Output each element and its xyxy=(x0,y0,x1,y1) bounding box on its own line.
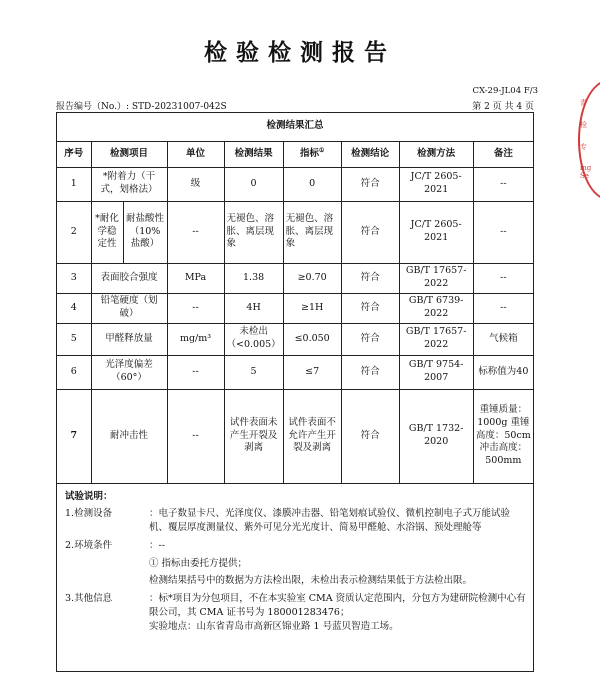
table-row xyxy=(57,201,533,263)
table-row xyxy=(57,167,533,201)
header-index-mark: ① xyxy=(318,147,325,155)
cell-seq: 5 xyxy=(57,323,91,355)
note-spacer xyxy=(65,557,149,571)
note-limit-text: 检测结果括号中的数据为方法检出限，未检出表示检测结果低于方法检出限。 xyxy=(149,575,473,587)
cell-unit: -- xyxy=(167,201,224,263)
table-row xyxy=(57,263,533,293)
note-index-text: ① 指标由委托方提供； xyxy=(149,557,248,569)
cell-method: JC/T 2605-2021 xyxy=(399,201,473,263)
cell-seq: 7 xyxy=(57,389,91,483)
note-other-body xyxy=(149,592,527,633)
cell-seq: 1 xyxy=(57,167,91,201)
cell-index: ≥1H xyxy=(283,293,341,323)
seal-text-3: 专 xyxy=(580,143,587,151)
header-method: 检测方法 xyxy=(399,141,473,167)
note-other-text-2: 实验地点：山东省青岛市高新区锦业路 1 号蓝贝智造工场。 xyxy=(149,620,399,632)
note-other-label: 3.其他信息 xyxy=(65,593,113,605)
cell-conclusion: 符合 xyxy=(341,201,399,263)
cell-unit: -- xyxy=(167,355,224,389)
cell-remark: -- xyxy=(473,201,533,263)
cell-item: 甲醛释放量 xyxy=(91,323,167,355)
note-environment-text: ：-- xyxy=(149,539,165,551)
cell-remark: 标称值为40 xyxy=(473,355,533,389)
cell-result: 试件表面未产生开裂及剥离 xyxy=(224,389,283,483)
cell-item: *附着力（干式，划格法） xyxy=(91,167,167,201)
header-unit: 单位 xyxy=(167,141,224,167)
cell-item-sub: 耐盐酸性（10%盐酸） xyxy=(123,201,167,263)
notes-heading: 试验说明： xyxy=(65,490,113,502)
cell-remark: 重锤质量：1000g 重锤高度：50cm 冲击高度：500mm xyxy=(473,389,533,483)
cell-index: ≥0.70 xyxy=(283,263,341,293)
note-environment xyxy=(65,539,527,553)
cell-method: GB/T 9754-2007 xyxy=(399,355,473,389)
cell-method: GB/T 17657-2022 xyxy=(399,263,473,293)
note-equipment-label: 1.检测设备 xyxy=(65,508,113,520)
cell-result: 0 xyxy=(224,167,283,201)
header-result: 检测结果 xyxy=(224,141,283,167)
cell-method: JC/T 2605-2021 xyxy=(399,167,473,201)
cell-item: 铅笔硬度（划破） xyxy=(91,293,167,323)
header-conclusion: 检测结论 xyxy=(341,141,399,167)
cell-result: 1.38 xyxy=(224,263,283,293)
cell-conclusion: 符合 xyxy=(341,293,399,323)
note-index-row xyxy=(65,557,527,571)
cell-remark: -- xyxy=(473,293,533,323)
cell-remark: -- xyxy=(473,167,533,201)
cell-result: 未检出（<0.005） xyxy=(224,323,283,355)
cell-method: GB/T 1732-2020 xyxy=(399,389,473,483)
cell-remark: 气候箱 xyxy=(473,323,533,355)
results-table xyxy=(57,113,533,484)
table-row xyxy=(57,323,533,355)
cell-conclusion: 符合 xyxy=(341,323,399,355)
seal-text-2: 检 xyxy=(580,121,587,129)
header-seq: 序号 xyxy=(57,141,91,167)
cell-seq: 2 xyxy=(57,201,91,263)
cell-seq: 3 xyxy=(57,263,91,293)
cell-conclusion: 符合 xyxy=(341,389,399,483)
header-index-label: 指标 xyxy=(299,148,319,160)
page-info: 第 2 页 共 4 页 xyxy=(472,102,534,112)
report-number: 报告编号（No.）: STD-20231007-042S xyxy=(56,102,227,112)
seal-text-4: ing Se xyxy=(580,164,592,180)
cell-unit: 级 xyxy=(167,167,224,201)
document-code: CX-29-JL04 F/3 xyxy=(472,86,538,96)
note-other xyxy=(65,592,527,633)
note-other-text-1: ：标*项目为分包项目，不在本实验室 CMA 资质认定范围内，分包方为建研院检测中心有限公司，其 CMA 证书号为 180001283476； xyxy=(149,593,526,618)
cell-method: GB/T 17657-2022 xyxy=(399,323,473,355)
cell-seq: 4 xyxy=(57,293,91,323)
cell-index: 无褪色、溶胀、离层现象 xyxy=(283,201,341,263)
table-row xyxy=(57,293,533,323)
cell-item: 光泽度偏差（60°） xyxy=(91,355,167,389)
report-title: 检验检测报告 xyxy=(204,39,396,66)
cell-conclusion: 符合 xyxy=(341,355,399,389)
cell-index: ≤0.050 xyxy=(283,323,341,355)
cell-unit: -- xyxy=(167,389,224,483)
cell-item: 表面胶合强度 xyxy=(91,263,167,293)
cell-item-main: *耐化学稳定性 xyxy=(91,201,123,263)
cell-item: 耐冲击性 xyxy=(91,389,167,483)
cell-index: ≤7 xyxy=(283,355,341,389)
cell-result: 5 xyxy=(224,355,283,389)
cell-index: 试件表面不允许产生开裂及剥离 xyxy=(283,389,341,483)
cell-conclusion: 符合 xyxy=(341,167,399,201)
note-spacer xyxy=(65,574,149,588)
notes-section xyxy=(57,484,533,634)
seal-text-1: 青 xyxy=(580,99,587,107)
header-index xyxy=(283,141,341,167)
table-caption: 检测结果汇总 xyxy=(57,113,533,141)
header-remark: 备注 xyxy=(473,141,533,167)
header-item: 检测项目 xyxy=(91,141,167,167)
cell-result: 无褪色、溶胀、离层现象 xyxy=(224,201,283,263)
note-limit-row xyxy=(65,574,527,588)
cell-method: GB/T 6739-2022 xyxy=(399,293,473,323)
cell-unit: MPa xyxy=(167,263,224,293)
cell-remark: -- xyxy=(473,263,533,293)
seal-stamp xyxy=(578,80,600,200)
table-row xyxy=(57,389,533,483)
cell-index: 0 xyxy=(283,167,341,201)
cell-seq: 6 xyxy=(57,355,91,389)
note-equipment-text: ：电子数显卡尺、光泽度仪、漆膜冲击器、铅笔划痕试验仪、微机控制电子式万能试验机、覆层厚度测量仪、紫外可见分光光度计、简易甲醛舱、水浴锅、预处理舱等 xyxy=(149,508,511,534)
cell-unit: mg/m³ xyxy=(167,323,224,355)
table-row xyxy=(57,355,533,389)
cell-conclusion: 符合 xyxy=(341,263,399,293)
cell-result: 4H xyxy=(224,293,283,323)
cell-unit: -- xyxy=(167,293,224,323)
note-environment-label: 2.环境条件 xyxy=(65,539,113,551)
note-equipment xyxy=(65,507,527,535)
report-frame xyxy=(56,112,534,672)
